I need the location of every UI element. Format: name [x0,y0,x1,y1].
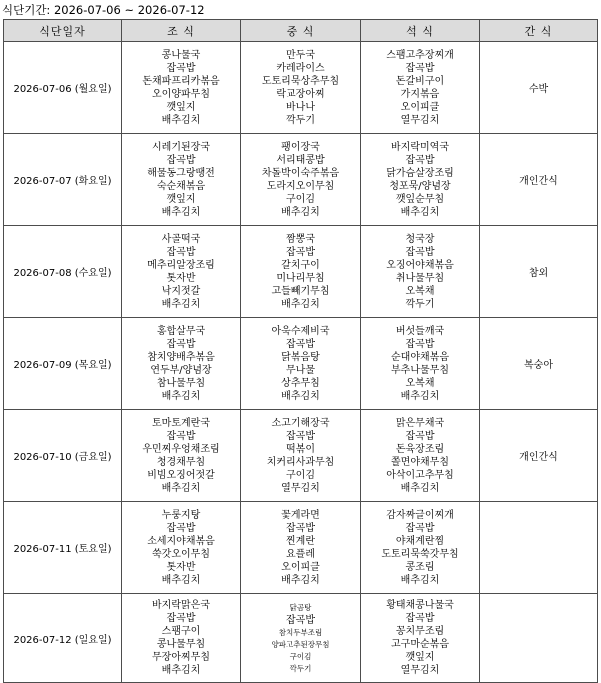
dinner-item: 가지볶음 [400,88,440,100]
snack-cell: 참외 [480,226,598,318]
menu-date: 2026-07-09 (목요일) [4,318,122,410]
lunch-item: 짬뽕국 [286,233,315,245]
lunch-item: 떡볶이 [286,443,315,455]
lunch-item: 깍두기 [289,663,312,673]
breakfast-item: 잡곡밥 [166,613,196,624]
lunch-cell [241,226,361,318]
dinner-item: 오복채 [405,377,435,389]
lunch-item: 꽃게라면 [281,509,320,521]
breakfast-item: 잡곡밥 [166,430,196,442]
breakfast-item: 톳자반 [166,272,196,284]
dinner-item: 잡곡밥 [405,522,435,534]
dinner-item: 스팸고추장찌개 [386,49,454,61]
menu-day-row [4,42,598,134]
lunch-item: 만두국 [286,49,315,61]
dinner-item: 배추김치 [400,574,440,586]
lunch-item: 락교장아찌 [276,88,325,100]
lunch-item: 깍두기 [286,114,315,126]
lunch-item: 찐계란 [286,535,315,547]
lunch-item: 팽이장국 [281,141,320,153]
dinner-item: 잡곡밥 [405,62,435,74]
dinner-item: 고구마순볶음 [391,639,449,650]
breakfast-item: 배추김치 [161,665,201,676]
lunch-item: 도라지오이무침 [266,180,335,192]
breakfast-item: 홍합살무국 [156,325,206,337]
dinner-item: 부추나물무침 [391,364,449,376]
dinner-item: 배추김치 [400,390,440,402]
breakfast-item: 바지락맑은국 [152,600,210,611]
lunch-item: 잡곡밥 [286,522,315,534]
snack-cell [480,502,598,594]
dinner-cell [361,134,480,226]
snack-cell: 복숭아 [480,318,598,410]
breakfast-item: 톳자반 [166,561,196,573]
dinner-item: 잡곡밥 [405,338,435,350]
dinner-item: 열무김치 [400,665,440,676]
dinner-item: 맑은무채국 [395,417,445,429]
snack-cell: 개인간식 [480,410,598,502]
breakfast-item: 배추김치 [161,574,201,586]
dinner-cell [361,42,480,134]
breakfast-item: 참치양배추볶음 [147,351,215,363]
dinner-item: 배추김치 [400,482,440,494]
lunch-item: 요플레 [286,548,315,560]
breakfast-item: 누룽지탕 [161,509,201,521]
lunch-item: 닭볶음탕 [281,351,320,363]
lunch-item: 도토리묵상추무침 [261,75,340,87]
header-snack: 간 식 [480,20,598,42]
breakfast-item: 배추김치 [161,482,201,494]
menu-day-row [4,226,598,318]
lunch-item: 구이김 [286,469,315,481]
breakfast-item: 참나물무침 [156,377,206,389]
lunch-cell [241,502,361,594]
lunch-item: 바나나 [286,101,315,113]
lunch-item: 무나물 [286,364,315,376]
dinner-item: 콩조림 [405,561,435,573]
lunch-item: 구이김 [289,651,312,661]
dinner-item: 순대야채볶음 [391,351,449,363]
breakfast-item: 배추김치 [161,206,201,218]
menu-period: 식단기간: 2026-07-06 ~ 2026-07-12 [2,3,205,17]
dinner-item: 아삭이고추무침 [386,469,454,481]
header-lunch: 중 식 [241,20,361,42]
menu-day-row [4,594,598,683]
breakfast-item: 스팸구이 [161,626,201,637]
lunch-item: 열무김치 [281,482,320,494]
breakfast-item: 해물동그랑땡전 [147,167,215,179]
breakfast-item: 잡곡밥 [166,338,196,350]
lunch-item: 잡곡밥 [286,614,315,626]
breakfast-item: 콩나물국 [161,49,201,61]
snack-cell: 수박 [480,42,598,134]
lunch-item: 고들빼기무침 [271,285,330,297]
header-dinner: 석 식 [361,20,480,42]
breakfast-item: 잡곡밥 [166,154,196,166]
lunch-item: 배추김치 [281,298,320,310]
snack-cell: 개인간식 [480,134,598,226]
header-breakfast: 조 식 [122,20,241,42]
lunch-item: 잡곡밥 [286,246,315,258]
dinner-item: 잡곡밥 [405,430,435,442]
breakfast-item: 토마토계란국 [152,417,210,429]
lunch-item: 오이피클 [281,561,320,573]
dinner-item: 오징어야채볶음 [386,259,454,271]
breakfast-item: 숙순채볶음 [156,180,206,192]
breakfast-item: 연두부/양념장 [150,364,212,376]
dinner-item: 깻잎지 [405,652,435,663]
breakfast-item: 콩나물무침 [156,639,206,650]
lunch-item: 참치두부조림 [278,627,323,637]
dinner-item: 청국장 [405,233,435,245]
dinner-item: 깻잎순무침 [395,193,445,205]
lunch-item: 갈치구이 [281,259,320,271]
dinner-cell [361,410,480,502]
dinner-item: 오이피클 [400,101,440,113]
breakfast-item: 무장아찌무침 [152,652,210,663]
dinner-item: 잡곡밥 [405,613,435,624]
lunch-item: 상추무침 [281,377,320,389]
lunch-item: 서리태콩밥 [276,154,325,166]
lunch-item: 닭곰탕 [289,602,312,612]
dinner-item: 돈갈비구이 [395,75,445,87]
weekly-menu-table [3,19,598,683]
breakfast-item: 쑥갓오이무침 [152,548,210,560]
breakfast-cell [122,226,241,318]
lunch-item: 양파고추된장무침 [271,639,330,649]
lunch-cell [241,42,361,134]
dinner-item: 꽁치무조림 [395,626,445,637]
lunch-item: 소고기해장국 [271,417,330,429]
header-row [4,20,598,42]
dinner-item: 잡곡밥 [405,246,435,258]
menu-date: 2026-07-07 (화요일) [4,134,122,226]
dinner-item: 쫄면야채무침 [391,456,449,468]
breakfast-item: 사골떡국 [161,233,201,245]
dinner-item: 야채계란찜 [395,535,445,547]
lunch-item: 배추김치 [281,390,320,402]
dinner-item: 배추김치 [400,206,440,218]
menu-date: 2026-07-10 (금요일) [4,410,122,502]
lunch-item: 카레라이스 [276,62,325,74]
dinner-item: 닭가슴살장조림 [386,167,454,179]
menu-date: 2026-07-12 (일요일) [4,594,122,683]
dinner-cell [361,318,480,410]
breakfast-item: 메추리알장조림 [147,259,215,271]
menu-date: 2026-07-06 (월요일) [4,42,122,134]
menu-day-row [4,318,598,410]
breakfast-cell [122,502,241,594]
menu-date: 2026-07-11 (토요일) [4,502,122,594]
breakfast-cell [122,594,241,683]
breakfast-cell [122,42,241,134]
breakfast-item: 배추김치 [161,298,201,310]
menu-day-row [4,134,598,226]
breakfast-cell [122,318,241,410]
dinner-item: 바지락미역국 [391,141,449,153]
breakfast-item: 우민찌우엉채조림 [142,443,220,455]
lunch-cell [241,410,361,502]
breakfast-item: 잡곡밥 [166,62,196,74]
breakfast-item: 잡곡밥 [166,246,196,258]
breakfast-item: 배추김치 [161,114,201,126]
breakfast-item: 소세지야채볶음 [147,535,215,547]
dinner-item: 취나물무침 [395,272,445,284]
breakfast-item: 돈채파프리카볶음 [142,75,220,87]
dinner-cell [361,502,480,594]
dinner-item: 열무김치 [400,114,440,126]
dinner-item: 황태채콩나물국 [386,600,454,611]
dinner-item: 깍두기 [405,298,435,310]
lunch-item: 미나리무침 [276,272,325,284]
lunch-cell [241,134,361,226]
dinner-item: 돈육장조림 [395,443,445,455]
dinner-cell [361,226,480,318]
breakfast-item: 잡곡밥 [166,522,196,534]
snack-cell [480,594,598,683]
lunch-item: 치커리사과무침 [266,456,335,468]
breakfast-item: 비빔오징어젓갈 [147,469,215,481]
dinner-item: 감자짜글이찌개 [386,509,454,521]
breakfast-cell [122,410,241,502]
lunch-cell [241,594,361,683]
lunch-item: 차돌박이숙주볶음 [261,167,340,179]
breakfast-item: 배추김치 [161,390,201,402]
lunch-item: 배추김치 [281,574,320,586]
breakfast-cell [122,134,241,226]
breakfast-item: 낙지젓갈 [161,285,201,297]
lunch-item: 잡곡밥 [286,338,315,350]
breakfast-item: 청경채무침 [156,456,206,468]
lunch-item: 배추김치 [281,206,320,218]
lunch-item: 아욱수제비국 [271,325,330,337]
breakfast-item: 깻잎지 [166,101,196,113]
header-date: 식단일자 [4,20,122,42]
menu-day-row [4,502,598,594]
lunch-item: 구이김 [286,193,315,205]
dinner-cell [361,594,480,683]
menu-date: 2026-07-08 (수요일) [4,226,122,318]
dinner-item: 오복채 [405,285,435,297]
lunch-cell [241,318,361,410]
breakfast-item: 시레기된장국 [152,141,210,153]
dinner-item: 도토리묵쑥갓무침 [381,548,459,560]
dinner-item: 잡곡밥 [405,154,435,166]
breakfast-item: 오이양파무침 [152,88,210,100]
dinner-item: 청포묵/양념장 [389,180,451,192]
menu-day-row [4,410,598,502]
lunch-item: 잡곡밥 [286,430,315,442]
breakfast-item: 깻잎지 [166,193,196,205]
dinner-item: 버섯들깨국 [395,325,445,337]
